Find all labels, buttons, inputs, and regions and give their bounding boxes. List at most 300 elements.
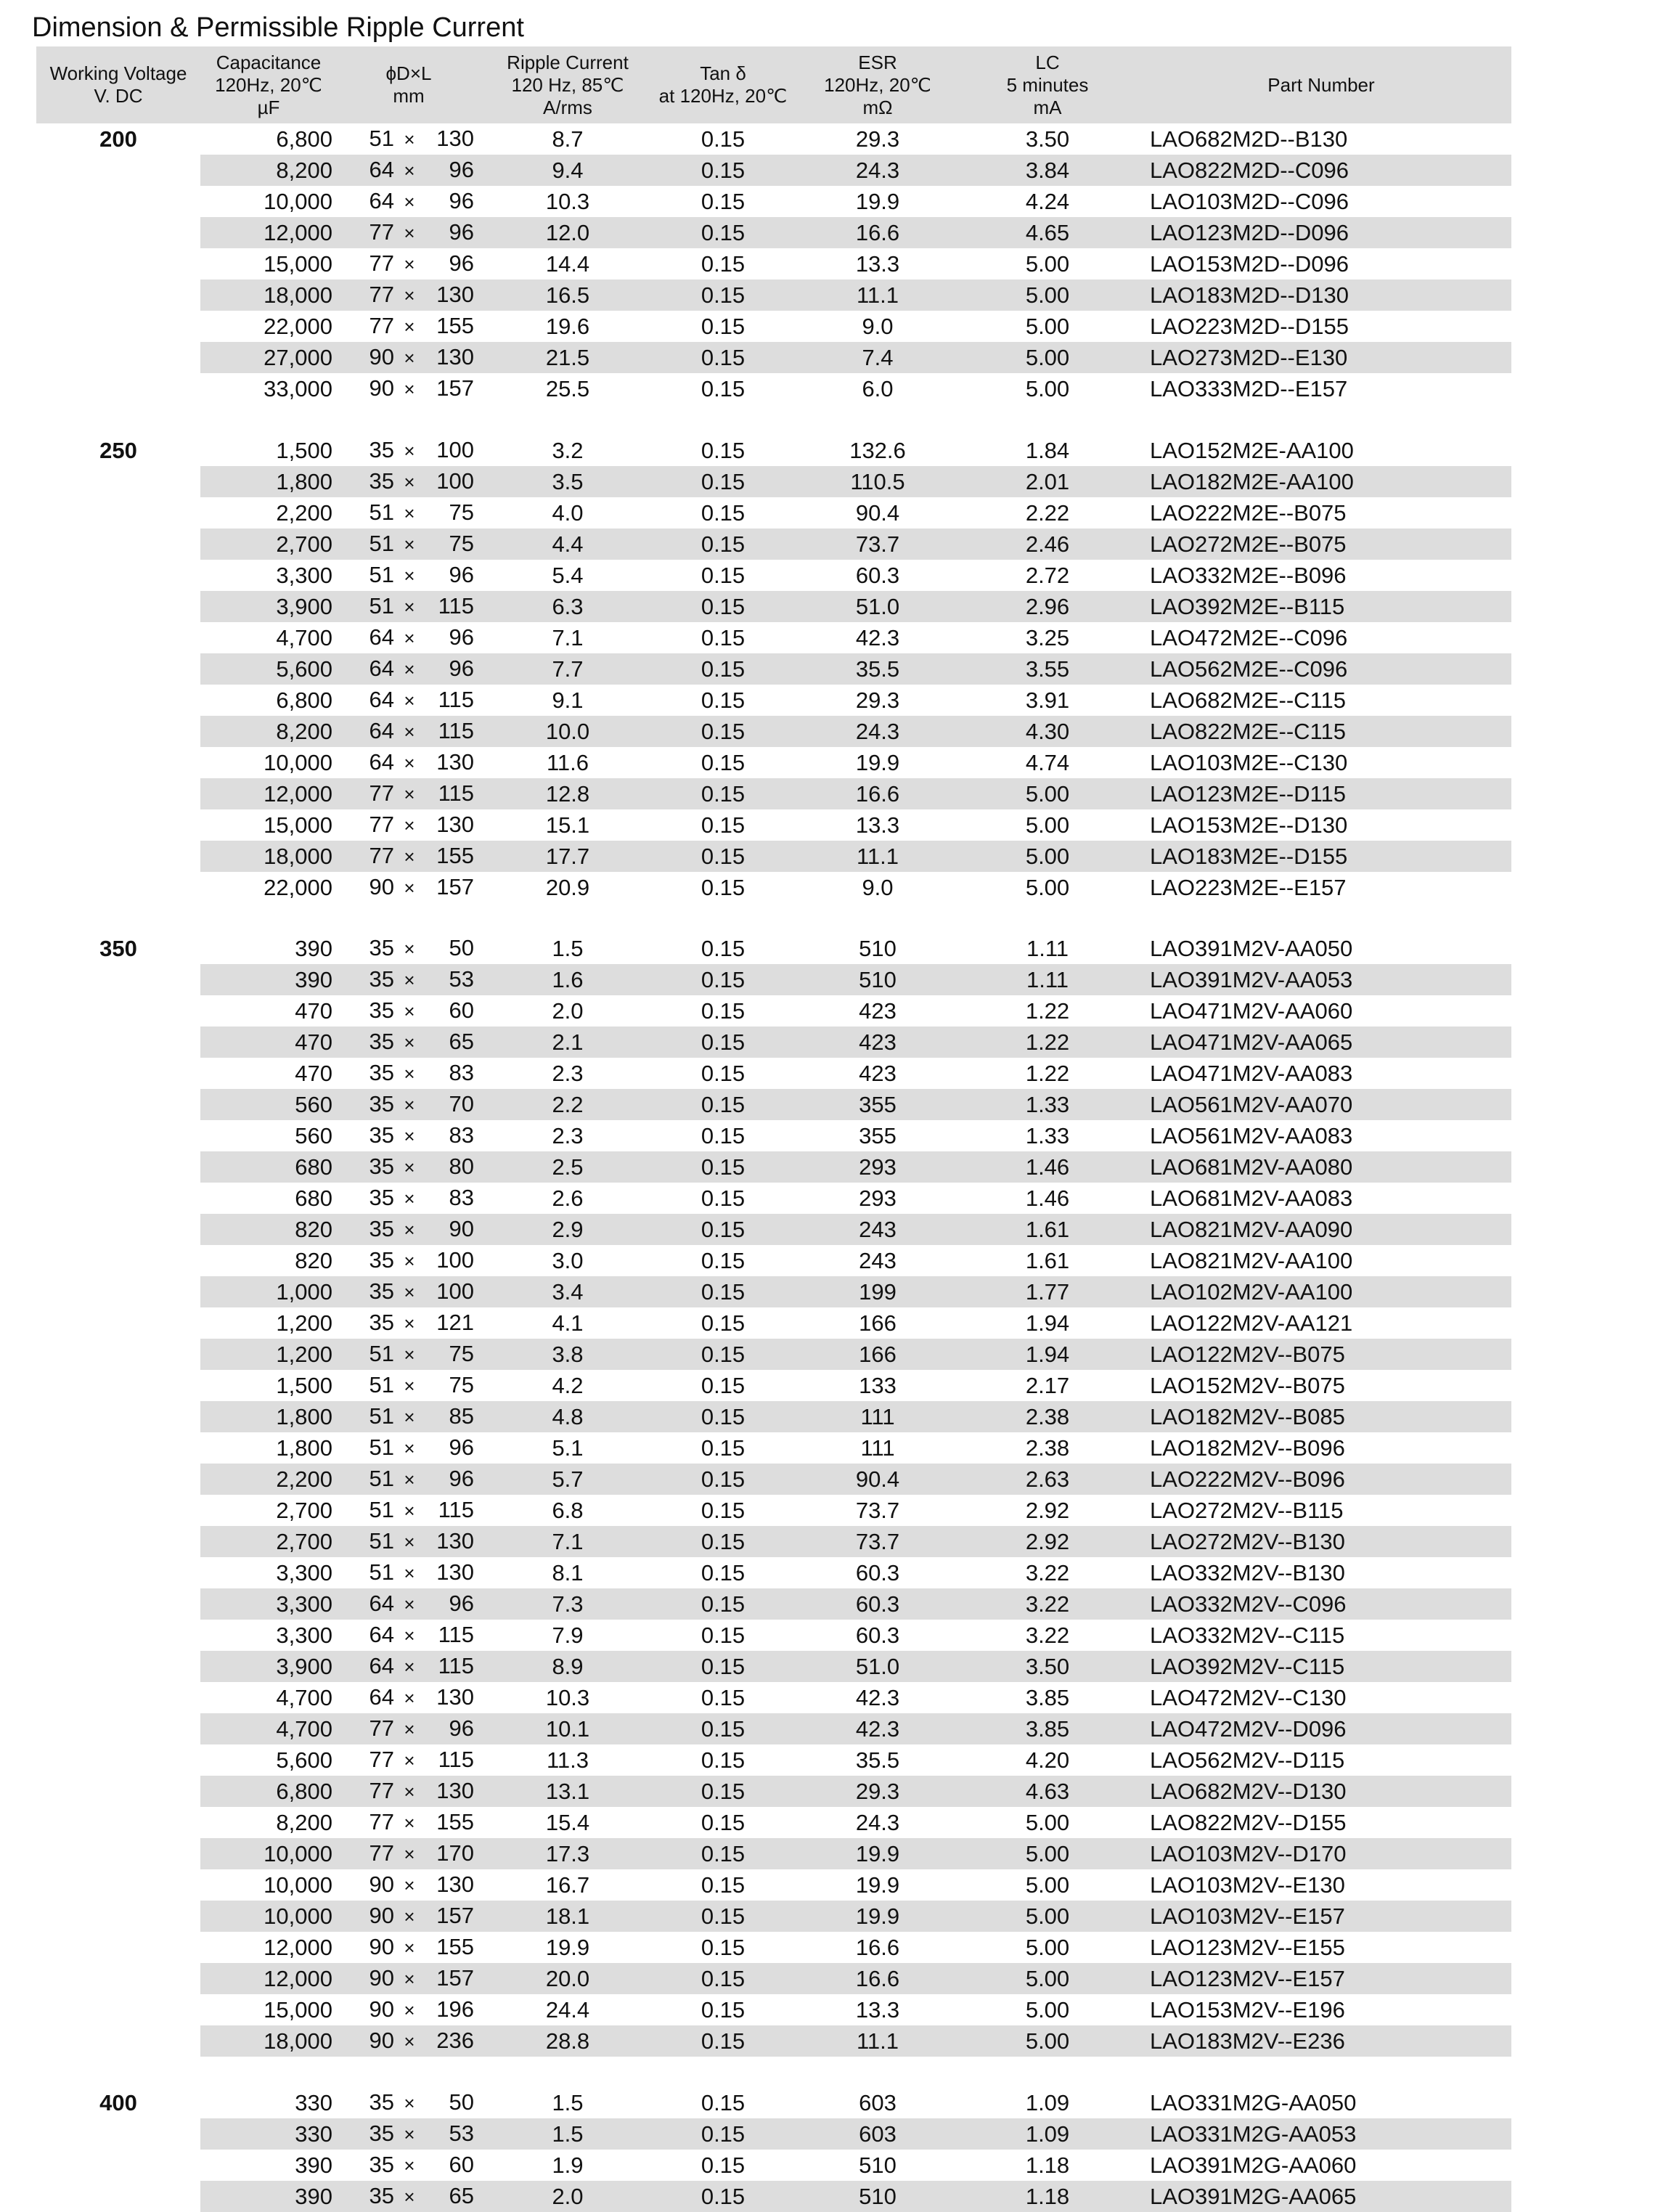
lc-cell: 5.00 xyxy=(964,1901,1131,1932)
esr-cell: 355 xyxy=(791,1089,964,1120)
tan-delta-cell: 0.15 xyxy=(701,2152,746,2178)
lc-cell: 2.22 xyxy=(1025,499,1070,526)
part-number-cell: LAO123M2E--D115 xyxy=(1131,778,1511,809)
voltage-cell xyxy=(36,2118,200,2150)
diameter-value: 35 xyxy=(369,1185,394,1210)
length-value: 115 xyxy=(438,592,474,619)
ripple-current-cell: 9.4 xyxy=(481,155,655,186)
length-value: 96 xyxy=(449,250,474,276)
times-sign: × xyxy=(404,533,415,555)
part-number-cell: LAO223M2D--D155 xyxy=(1150,314,1349,339)
lc-cell: 1.33 xyxy=(964,1089,1131,1120)
part-number-cell: LAO471M2V-AA065 xyxy=(1131,1027,1511,1058)
capacitance-cell: 1,200 xyxy=(276,1310,332,1336)
part-number-cell: LAO562M2E--C096 xyxy=(1131,653,1511,685)
lc-cell: 3.55 xyxy=(964,653,1131,685)
esr-cell: 35.5 xyxy=(791,653,964,685)
esr-cell: 603 xyxy=(859,2089,897,2115)
esr-cell: 29.3 xyxy=(855,687,900,713)
table-row xyxy=(36,528,1511,560)
lc-cell: 2.92 xyxy=(1025,1498,1070,1523)
dimension-cell xyxy=(337,123,481,155)
esr-cell: 16.6 xyxy=(791,778,964,809)
part-number-cell: LAO183M2D--D130 xyxy=(1131,279,1511,311)
voltage-cell xyxy=(36,311,200,342)
times-sign: × xyxy=(404,1812,415,1834)
diameter-value: 35 xyxy=(369,935,394,960)
part-number-cell: LAO183M2V--E236 xyxy=(1131,2025,1511,2057)
dimension-cell xyxy=(337,1401,481,1432)
times-sign: × xyxy=(404,470,415,493)
voltage-cell xyxy=(36,1432,200,1464)
lc-cell: 3.50 xyxy=(964,1651,1131,1682)
ripple-current-cell: 4.0 xyxy=(552,499,584,526)
group-spacer xyxy=(36,2057,1511,2087)
voltage-cell xyxy=(36,1620,200,1651)
voltage-cell xyxy=(36,1339,200,1370)
times-sign: × xyxy=(404,1437,415,1459)
lc-cell: 4.63 xyxy=(964,1776,1131,1807)
capacitance-cell: 390 xyxy=(295,2152,332,2178)
esr-cell: 7.4 xyxy=(791,342,964,373)
diameter-value: 35 xyxy=(369,2151,394,2177)
ripple-current-cell: 24.4 xyxy=(545,1997,590,2023)
diameter-value: 64 xyxy=(369,655,394,681)
length-value: 75 xyxy=(449,530,474,556)
capacitance-cell: 3,300 xyxy=(200,1588,337,1620)
dimension-cell xyxy=(337,435,481,466)
lc-cell: 4.65 xyxy=(964,217,1131,248)
esr-cell: 11.1 xyxy=(791,279,964,311)
capacitance-cell: 330 xyxy=(295,2089,332,2115)
capacitance-cell: 390 xyxy=(200,2181,337,2212)
part-number-cell: LAO561M2V-AA070 xyxy=(1131,1089,1511,1120)
tan-delta-cell: 0.15 xyxy=(655,1901,791,1932)
times-sign: × xyxy=(404,627,415,649)
dimension-cell xyxy=(337,2118,481,2150)
lc-cell: 5.00 xyxy=(964,2025,1131,2057)
capacitance-cell: 10,000 xyxy=(264,749,332,775)
tan-delta-cell: 0.15 xyxy=(701,126,746,152)
part-number-cell: LAO153M2E--D130 xyxy=(1150,812,1348,838)
voltage-cell xyxy=(36,186,200,217)
voltage-cell xyxy=(36,747,200,778)
part-number-cell: LAO391M2G-AA060 xyxy=(1150,2152,1357,2178)
ripple-current-cell: 3.8 xyxy=(481,1339,655,1370)
ripple-current-cell: 1.9 xyxy=(552,2152,584,2178)
part-number-cell: LAO182M2E-AA100 xyxy=(1131,466,1511,497)
capacitance-cell: 820 xyxy=(200,1214,337,1245)
part-number-cell: LAO182M2V--B085 xyxy=(1131,1401,1511,1432)
length-value: 75 xyxy=(449,1372,474,1397)
lc-cell: 2.38 xyxy=(1025,1435,1070,1461)
dimension-cell xyxy=(337,2150,481,2181)
ripple-current-cell: 6.8 xyxy=(552,1498,584,1523)
table-row xyxy=(36,1245,1511,1276)
ripple-current-cell: 8.9 xyxy=(481,1651,655,1682)
length-value: 130 xyxy=(436,126,474,151)
capacitance-cell: 1,800 xyxy=(276,1435,332,1461)
dimension-cell xyxy=(337,1901,481,1932)
lc-cell: 1.94 xyxy=(1025,1310,1070,1336)
header-ripple-current: Ripple Current 120 Hz, 85℃ A/rms xyxy=(481,46,655,123)
lc-cell: 5.00 xyxy=(1025,251,1070,277)
esr-cell: 73.7 xyxy=(791,1526,964,1557)
ripple-current-cell: 4.8 xyxy=(481,1401,655,1432)
part-number-cell: LAO272M2E--B075 xyxy=(1131,528,1511,560)
capacitance-cell: 820 xyxy=(295,1248,332,1273)
capacitance-cell: 2,700 xyxy=(276,1498,332,1523)
times-sign: × xyxy=(404,720,415,743)
tan-delta-cell: 0.15 xyxy=(701,376,746,401)
table-row xyxy=(36,2087,1511,2118)
capacitance-cell: 3,300 xyxy=(276,1623,332,1648)
part-number-cell: LAO332M2V--C115 xyxy=(1150,1623,1345,1648)
tan-delta-cell: 0.15 xyxy=(655,2025,791,2057)
capacitance-cell: 8,200 xyxy=(200,155,337,186)
dimension-cell xyxy=(337,1307,481,1339)
times-sign: × xyxy=(404,1750,415,1771)
diameter-value: 90 xyxy=(369,1934,394,1959)
length-value: 100 xyxy=(436,436,474,462)
diameter-value: 90 xyxy=(369,1872,394,1897)
times-sign: × xyxy=(404,1718,415,1740)
capacitance-cell: 33,000 xyxy=(264,376,332,401)
dimension-cell xyxy=(337,1464,481,1495)
length-value: 115 xyxy=(438,1497,474,1522)
length-value: 130 xyxy=(436,811,474,837)
times-sign: × xyxy=(404,1469,415,1490)
voltage-cell xyxy=(36,373,200,404)
length-value: 50 xyxy=(449,935,474,960)
length-value: 155 xyxy=(436,1934,474,1959)
times-sign: × xyxy=(404,1687,415,1709)
length-value: 115 xyxy=(438,717,474,743)
length-value: 130 xyxy=(436,1559,474,1585)
voltage-cell xyxy=(36,778,200,809)
times-sign: × xyxy=(404,253,415,275)
length-value: 155 xyxy=(436,1809,474,1835)
dimension-cell xyxy=(337,1495,481,1526)
tan-delta-cell: 0.15 xyxy=(701,749,746,775)
tan-delta-cell: 0.15 xyxy=(655,716,791,747)
ripple-current-cell: 8.1 xyxy=(552,1560,584,1585)
ripple-current-cell: 2.0 xyxy=(552,998,584,1024)
ripple-current-cell: 7.1 xyxy=(552,624,584,650)
lc-cell: 2.01 xyxy=(964,466,1131,497)
dimension-cell xyxy=(337,373,481,404)
diameter-value: 64 xyxy=(369,624,394,650)
lc-cell: 1.18 xyxy=(964,2181,1131,2212)
part-number-cell: LAO471M2V-AA083 xyxy=(1150,1061,1353,1086)
ripple-current-cell: 2.6 xyxy=(552,1185,584,1211)
length-value: 65 xyxy=(449,1029,474,1054)
diameter-value: 51 xyxy=(369,530,394,556)
length-value: 155 xyxy=(436,842,474,868)
length-value: 96 xyxy=(449,1466,474,1491)
diameter-value: 51 xyxy=(369,1497,394,1522)
table-row xyxy=(36,435,1511,466)
diameter-value: 35 xyxy=(369,2089,394,2115)
dimension-cell xyxy=(337,778,481,809)
tan-delta-cell: 0.15 xyxy=(701,998,746,1024)
dimension-cell xyxy=(337,497,481,528)
times-sign: × xyxy=(404,2154,415,2176)
times-sign: × xyxy=(404,1874,415,1896)
diameter-value: 51 xyxy=(369,1372,394,1397)
dimension-cell xyxy=(337,1963,481,1994)
length-value: 236 xyxy=(436,2028,474,2053)
ripple-current-cell: 12.0 xyxy=(481,217,655,248)
ripple-current-cell: 4.2 xyxy=(552,1373,584,1398)
part-number-cell: LAO391M2V-AA050 xyxy=(1150,936,1353,961)
capacitance-cell: 3,900 xyxy=(200,591,337,622)
diameter-value: 77 xyxy=(369,1809,394,1835)
part-number-cell: LAO392M2E--B115 xyxy=(1131,591,1511,622)
ripple-current-cell: 11.3 xyxy=(546,1747,589,1773)
esr-cell: 73.7 xyxy=(855,1498,900,1523)
dimension-cell xyxy=(337,964,481,995)
lc-cell: 1.46 xyxy=(1025,1185,1070,1211)
table-row xyxy=(36,1963,1511,1994)
capacitance-cell: 4,700 xyxy=(200,1713,337,1744)
lc-cell: 2.46 xyxy=(964,528,1131,560)
length-value: 100 xyxy=(436,468,474,494)
dimension-cell xyxy=(337,1089,481,1120)
voltage-cell: 400 xyxy=(99,2089,137,2115)
voltage-cell xyxy=(36,809,200,841)
ripple-current-cell: 10.3 xyxy=(545,1685,590,1710)
table-row xyxy=(36,466,1511,497)
esr-cell: 24.3 xyxy=(791,155,964,186)
lc-cell: 5.00 xyxy=(964,778,1131,809)
times-sign: × xyxy=(404,191,415,213)
times-sign: × xyxy=(404,285,415,306)
ripple-current-cell: 1.5 xyxy=(481,2118,655,2150)
lc-cell: 1.18 xyxy=(1025,2152,1070,2178)
length-value: 130 xyxy=(436,1872,474,1897)
tan-delta-cell: 0.15 xyxy=(655,964,791,995)
voltage-cell xyxy=(36,1027,200,1058)
esr-cell: 16.6 xyxy=(855,1935,900,1960)
esr-cell: 24.3 xyxy=(855,1810,900,1835)
length-value: 50 xyxy=(449,2089,474,2115)
diameter-value: 35 xyxy=(369,1060,394,1085)
voltage-cell xyxy=(36,1994,200,2025)
length-value: 80 xyxy=(449,1154,474,1179)
length-value: 75 xyxy=(449,499,474,525)
header-tan-delta: Tan δ at 120Hz, 20℃ xyxy=(655,46,791,123)
ripple-current-cell: 7.1 xyxy=(481,1526,655,1557)
lc-cell: 4.30 xyxy=(964,716,1131,747)
voltage-cell xyxy=(36,1464,200,1495)
tan-delta-cell: 0.15 xyxy=(655,653,791,685)
tan-delta-cell: 0.15 xyxy=(655,155,791,186)
times-sign: × xyxy=(404,2123,415,2145)
times-sign: × xyxy=(404,751,415,774)
dimension-cell xyxy=(337,1620,481,1651)
dimension-cell xyxy=(337,1869,481,1901)
esr-cell: 90.4 xyxy=(855,499,900,526)
page-title: Dimension & Permissible Ripple Current xyxy=(32,12,524,43)
lc-cell: 5.00 xyxy=(1025,1997,1070,2023)
table-row xyxy=(36,653,1511,685)
lc-cell: 5.00 xyxy=(1025,1872,1070,1898)
esr-cell: 19.9 xyxy=(855,189,900,214)
capacitance-cell: 15,000 xyxy=(264,1997,332,2023)
part-number-cell: LAO152M2V--B075 xyxy=(1150,1373,1345,1398)
esr-cell: 11.1 xyxy=(791,2025,964,2057)
times-sign: × xyxy=(404,1656,415,1678)
table-row xyxy=(36,1151,1511,1183)
diameter-value: 64 xyxy=(369,686,394,712)
tan-delta-cell: 0.15 xyxy=(701,437,746,463)
table-row xyxy=(36,186,1511,217)
tan-delta-cell: 0.15 xyxy=(655,1464,791,1495)
lc-cell: 3.22 xyxy=(964,1588,1131,1620)
lc-cell: 1.61 xyxy=(964,1214,1131,1245)
times-sign: × xyxy=(404,378,415,400)
part-number-cell: LAO682M2E--C115 xyxy=(1150,687,1346,713)
table-row xyxy=(36,809,1511,841)
voltage-cell xyxy=(36,1276,200,1307)
length-value: 70 xyxy=(449,1091,474,1117)
ripple-current-cell: 19.6 xyxy=(545,314,590,339)
tan-delta-cell: 0.15 xyxy=(655,1339,791,1370)
esr-cell: 510 xyxy=(791,2181,964,2212)
times-sign: × xyxy=(404,969,415,991)
voltage-cell xyxy=(36,1401,200,1432)
tan-delta-cell: 0.15 xyxy=(701,1560,746,1585)
length-value: 130 xyxy=(436,282,474,307)
voltage-cell xyxy=(36,1901,200,1932)
voltage-cell xyxy=(36,1495,200,1526)
capacitance-cell: 1,000 xyxy=(200,1276,337,1307)
ripple-current-cell: 16.5 xyxy=(481,279,655,311)
part-number-cell: LAO821M2V-AA090 xyxy=(1131,1214,1511,1245)
table-row xyxy=(36,1526,1511,1557)
capacitance-cell: 10,000 xyxy=(264,189,332,214)
lc-cell: 1.09 xyxy=(1025,2089,1070,2115)
times-sign: × xyxy=(404,1156,415,1178)
lc-cell: 5.00 xyxy=(1025,376,1070,401)
capacitance-cell: 12,000 xyxy=(200,217,337,248)
dimension-cell xyxy=(337,2025,481,2057)
dimension-cell xyxy=(337,1058,481,1089)
table-row xyxy=(36,1276,1511,1307)
times-sign: × xyxy=(404,2031,415,2052)
spec-table-body xyxy=(36,123,1511,2212)
diameter-value: 90 xyxy=(369,2028,394,2053)
part-number-cell: LAO392M2V--C115 xyxy=(1131,1651,1511,1682)
lc-cell: 2.72 xyxy=(1025,562,1070,588)
table-row xyxy=(36,560,1511,591)
tan-delta-cell: 0.15 xyxy=(655,1276,791,1307)
esr-cell: 60.3 xyxy=(855,1623,900,1648)
table-row xyxy=(36,217,1511,248)
esr-cell: 51.0 xyxy=(791,1651,964,1682)
header-esr: ESR 120Hz, 20℃ mΩ xyxy=(791,46,964,123)
table-row xyxy=(36,342,1511,373)
esr-cell: 110.5 xyxy=(791,466,964,497)
esr-cell: 355 xyxy=(859,1123,897,1148)
part-number-cell: LAO122M2V-AA121 xyxy=(1150,1310,1353,1336)
length-value: 115 xyxy=(438,780,474,806)
esr-cell: 19.9 xyxy=(791,1901,964,1932)
dimension-cell xyxy=(337,1151,481,1183)
times-sign: × xyxy=(404,876,415,899)
dimension-cell xyxy=(337,342,481,373)
capacitance-cell: 22,000 xyxy=(264,874,332,900)
times-sign: × xyxy=(404,1906,415,1927)
tan-delta-cell: 0.15 xyxy=(655,1588,791,1620)
length-value: 96 xyxy=(449,157,474,182)
lc-cell: 2.17 xyxy=(1025,1373,1070,1398)
lc-cell: 5.00 xyxy=(1025,1935,1070,1960)
ripple-current-cell: 1.5 xyxy=(552,2089,584,2115)
tan-delta-cell: 0.15 xyxy=(655,1713,791,1744)
lc-cell: 3.22 xyxy=(1025,1560,1070,1585)
ripple-current-cell: 28.8 xyxy=(481,2025,655,2057)
voltage-cell xyxy=(36,1245,200,1276)
voltage-cell xyxy=(36,964,200,995)
table-row xyxy=(36,1214,1511,1245)
times-sign: × xyxy=(404,814,415,836)
dimension-cell xyxy=(337,311,481,342)
part-number-cell: LAO272M2V--B130 xyxy=(1131,1526,1511,1557)
table-row xyxy=(36,1464,1511,1495)
esr-cell: 133 xyxy=(859,1373,897,1398)
capacitance-cell: 1,500 xyxy=(276,1373,332,1398)
part-number-cell: LAO681M2V-AA083 xyxy=(1150,1185,1353,1211)
esr-cell: 166 xyxy=(791,1339,964,1370)
lc-cell: 3.25 xyxy=(1025,624,1070,650)
ripple-current-cell: 5.7 xyxy=(481,1464,655,1495)
esr-cell: 9.0 xyxy=(862,314,894,339)
voltage-cell xyxy=(36,248,200,279)
ripple-current-cell: 2.3 xyxy=(552,1061,584,1086)
table-row xyxy=(36,1401,1511,1432)
lc-cell: 3.85 xyxy=(1025,1685,1070,1710)
tan-delta-cell: 0.15 xyxy=(701,624,746,650)
esr-cell: 51.0 xyxy=(791,591,964,622)
length-value: 96 xyxy=(449,1591,474,1616)
diameter-value: 64 xyxy=(369,748,394,775)
times-sign: × xyxy=(404,1063,415,1085)
tan-delta-cell: 0.15 xyxy=(655,1776,791,1807)
ripple-current-cell: 16.7 xyxy=(545,1872,590,1898)
ripple-current-cell: 2.9 xyxy=(481,1214,655,1245)
lc-cell: 5.00 xyxy=(964,1838,1131,1869)
length-value: 155 xyxy=(436,313,474,338)
part-number-cell: LAO821M2V-AA100 xyxy=(1150,1248,1353,1273)
esr-cell: 13.3 xyxy=(855,251,900,277)
lc-cell: 3.85 xyxy=(964,1713,1131,1744)
diameter-value: 35 xyxy=(369,966,394,992)
dimension-cell xyxy=(337,279,481,311)
voltage-cell xyxy=(36,1963,200,1994)
dimension-cell xyxy=(337,1027,481,1058)
voltage-cell xyxy=(36,653,200,685)
voltage-cell: 250 xyxy=(99,437,137,463)
capacitance-cell: 680 xyxy=(295,1185,332,1211)
capacitance-cell: 390 xyxy=(200,964,337,995)
part-number-cell: LAO182M2V--B096 xyxy=(1150,1435,1345,1461)
part-number-cell: LAO472M2V--D096 xyxy=(1131,1713,1511,1744)
ripple-current-cell: 2.1 xyxy=(481,1027,655,1058)
voltage-cell xyxy=(36,279,200,311)
capacitance-cell: 8,200 xyxy=(200,716,337,747)
